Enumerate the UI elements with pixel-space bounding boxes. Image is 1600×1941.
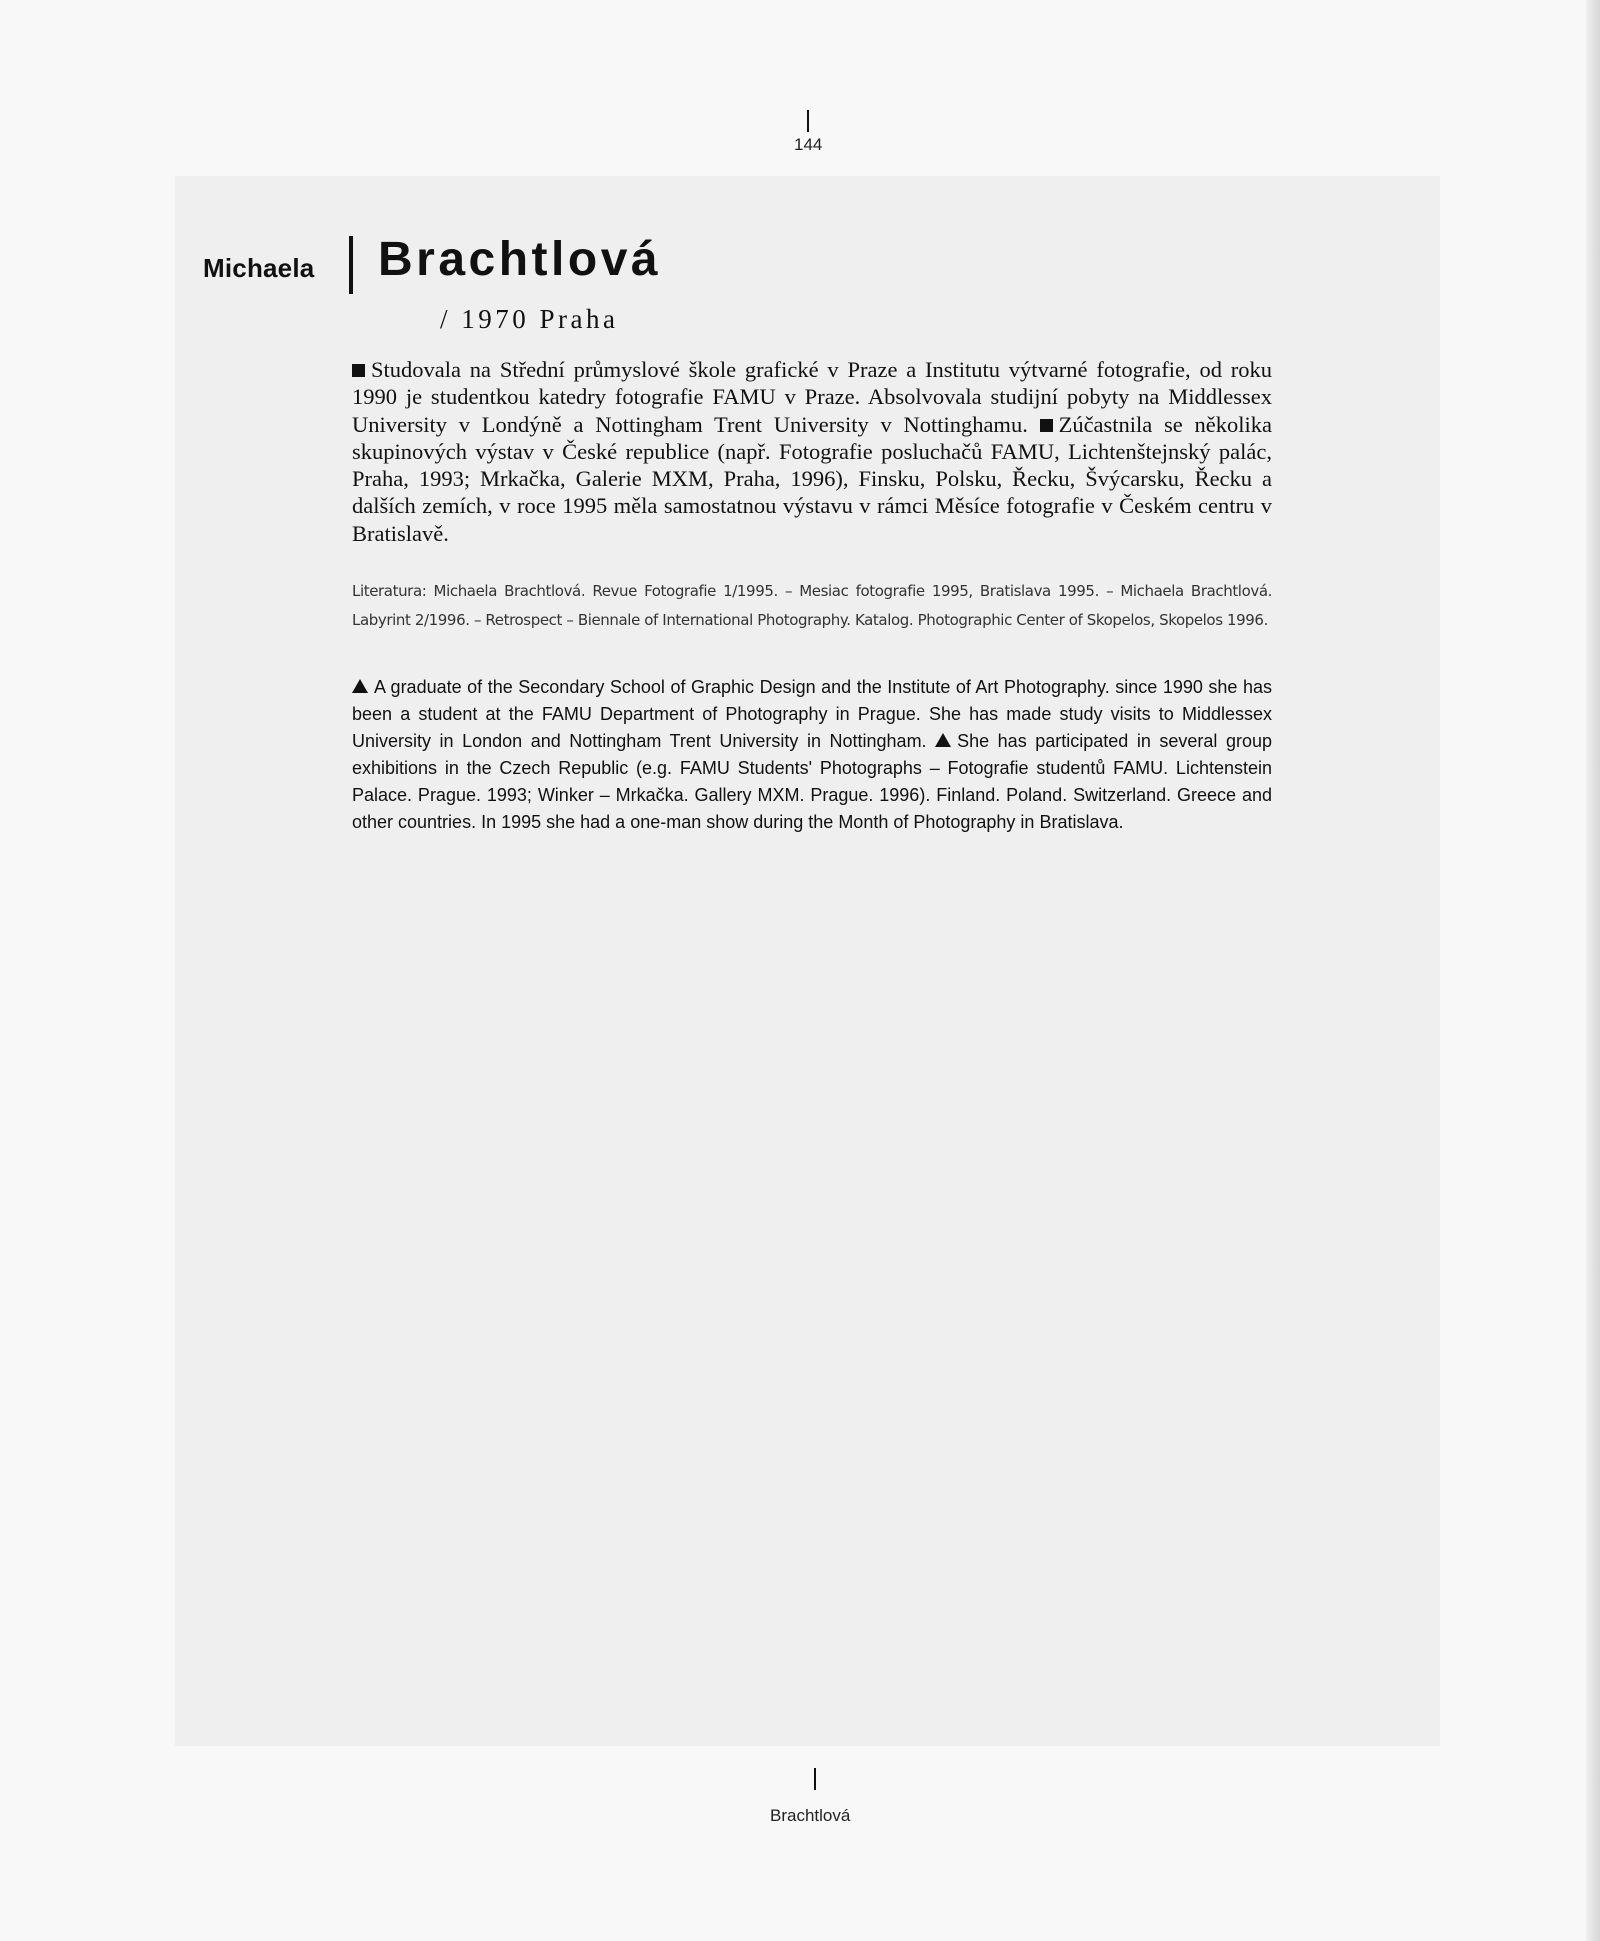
artist-birth: / 1970 Praha	[440, 304, 619, 334]
bio-english-paragraph-1: A graduate of the Secondary School of Graphic Design and the Institute of Art Photography. since 1990 she has been a student at the FAMU Department of Photography in Prague. She has made study visits to Middlessex University in London and Nottingham Trent University in Nottingham.	[352, 677, 1272, 751]
page-edge-shadow	[1586, 0, 1600, 1941]
page-number: 144	[794, 135, 823, 154]
name-divider	[349, 236, 353, 294]
artist-last-name: Brachtlová	[378, 233, 662, 286]
triangle-bullet-icon	[352, 679, 368, 693]
folio-tick-top	[807, 110, 809, 132]
square-bullet-icon	[352, 364, 365, 377]
square-bullet-icon	[1040, 419, 1053, 432]
folio-tick-bottom	[814, 1768, 816, 1790]
bio-english-paragraph-2: She has participated in several group exhibitions in the Czech Republic (e.g. FAMU Students' Photographs – Fotografie studentů FAMU. Lichtenstein Palace. Prague. 1993; Winker – Mrkačka. Gallery MXM. Prague. 1996). Finland. Poland. Switzerland. Greece and other countries. In 1995 she had a one-man show during the Month of Photography in Bratislava.	[352, 731, 1272, 832]
literature: Literatura: Michaela Brachtlová. Revue Fotografie 1/1995. – Mesiac fotografie 1995, Bratislava 1995. – Michaela Brachtlová. Labyrint 2/1996. – Retrospect – Biennale of International Photography. Katalog. Photographic Center of Skopelos, Skopelos 1996.	[352, 582, 1272, 629]
triangle-bullet-icon	[935, 733, 951, 747]
artist-first-name: Michaela	[203, 253, 315, 283]
bio-czech	[352, 356, 1272, 547]
bio-english	[352, 674, 1272, 836]
bio-czech-paragraph-2: Zúčastnila se několika skupinových výstav v České republice (např. Fotografie posluchačů FAMU, Lichtenštejnský palác, Praha, 1993; Mrkačka, Galerie MXM, Praha, 1996), Finsku, Polsku, Řecku, Švýcarsku, Řecku a dalších zemích, v roce 1995 měla samostatnou výstavu v rámci Měsíce fotografie v Českém centru v Bratislavě.	[352, 411, 1273, 546]
bio-czech-paragraph-1: Studovala na Střední průmyslové škole grafické v Praze a Institutu výtvarné fotografie, od roku 1990 je studentkou katedry fotografie FAMU v Praze. Absolvovala studijní pobyty na Middlessex University v Londýně a Nottingham Trent University v Nottinghamu.	[352, 357, 1272, 437]
running-title: Brachtlová	[770, 1806, 851, 1825]
